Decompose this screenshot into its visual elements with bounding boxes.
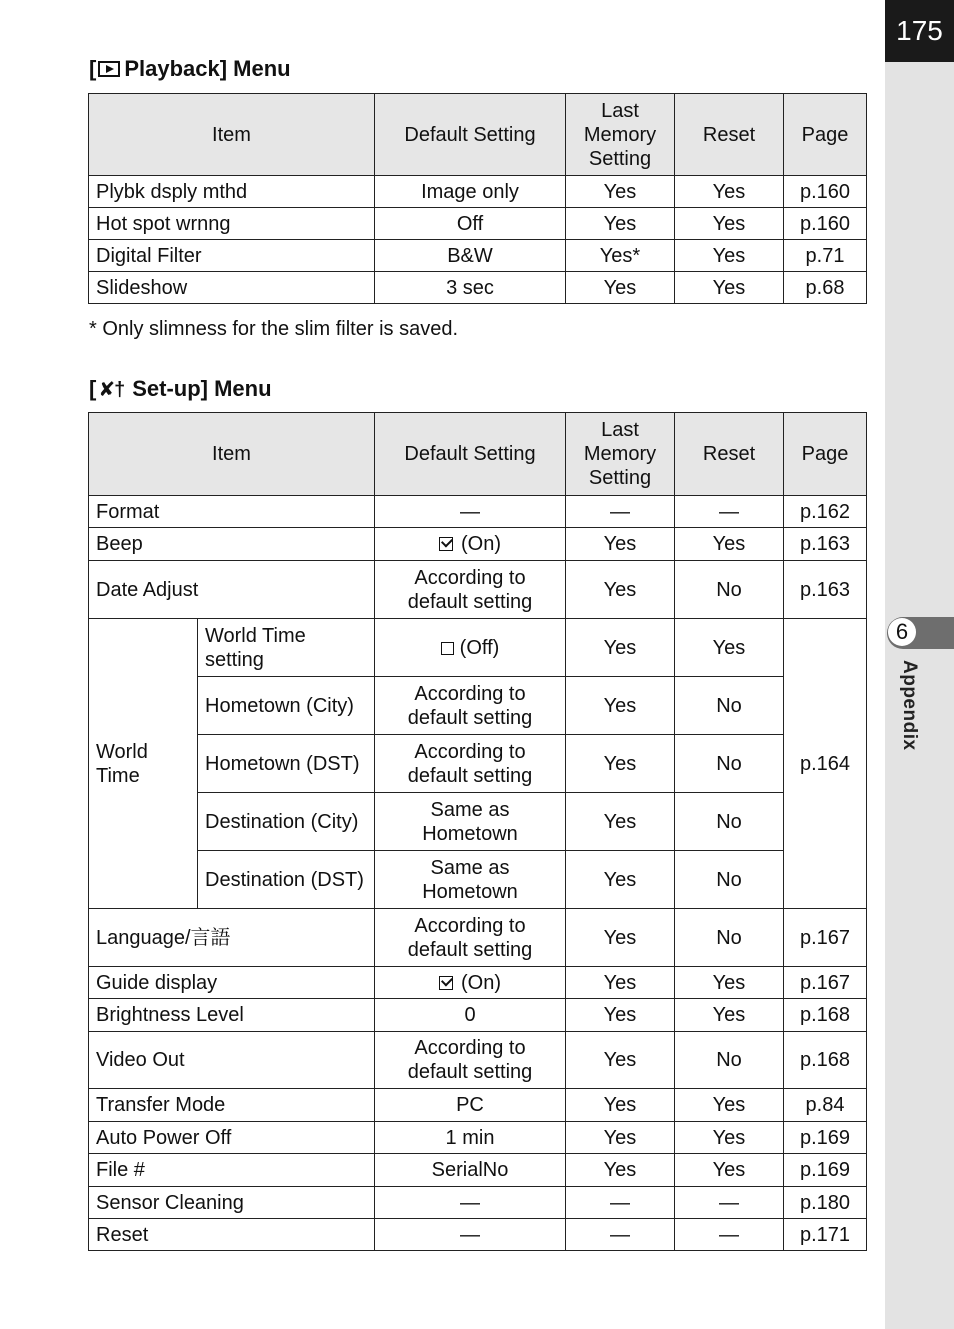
table-row: Format — — — p.162	[89, 496, 867, 528]
table-row: Guide display (On) Yes Yes p.167	[89, 967, 867, 999]
table-row: Slideshow 3 sec Yes Yes p.68	[89, 272, 867, 304]
checkbox-empty-icon	[441, 642, 454, 655]
table-row: Beep (On) Yes Yes p.163	[89, 528, 867, 561]
playback-menu-table	[88, 93, 867, 304]
table-row: Destination (City) Same as Hometown Yes No	[89, 793, 867, 851]
checkbox-checked-icon	[439, 537, 453, 551]
setup-menu-title: [ ✘† Set-up] Menu	[89, 376, 272, 401]
table-row: Destination (DST) Same as Hometown Yes No	[89, 851, 867, 909]
chapter-number: 6	[888, 618, 916, 646]
header-default: Default Setting	[375, 94, 566, 176]
header-reset: Reset	[675, 94, 784, 176]
table-row: Hot spot wrnng Off Yes Yes p.160	[89, 208, 867, 240]
table-row: Video Out According to default setting Yes No p.168	[89, 1032, 867, 1089]
header-last-memory: Last Memory Setting	[566, 94, 675, 176]
table-row: Language/言語 According to default setting Yes No p.167	[89, 909, 867, 967]
header-reset: Reset	[675, 413, 784, 496]
wrench-icon: ✘†	[98, 378, 125, 401]
table-row: Brightness Level 0 Yes Yes p.168	[89, 999, 867, 1032]
header-item: Item	[89, 94, 375, 176]
table-row: Hometown (DST) According to default setting Yes No	[89, 735, 867, 793]
playback-icon	[98, 61, 120, 77]
table-row: Digital Filter B&W Yes* Yes p.71	[89, 240, 867, 272]
table-row: File # SerialNo Yes Yes p.169	[89, 1154, 867, 1187]
table-row: Plybk dsply mthd Image only Yes Yes p.160	[89, 176, 867, 208]
table-row: Date Adjust According to default setting Yes No p.163	[89, 561, 867, 619]
table-row: Hometown (City) According to default setting Yes No	[89, 677, 867, 735]
footnote: * Only slimness for the slim filter is saved.	[89, 318, 458, 340]
table-row: Auto Power Off 1 min Yes Yes p.169	[89, 1122, 867, 1154]
page-number: 175	[885, 0, 954, 62]
world-time-label: World Time	[89, 619, 198, 909]
playback-menu-title: [ Playback] Menu	[89, 56, 291, 81]
table-row: Sensor Cleaning — — — p.180	[89, 1187, 867, 1219]
header-page: Page	[784, 94, 867, 176]
world-time-page: p.164	[784, 619, 867, 909]
checkbox-checked-icon	[439, 976, 453, 990]
table-header-row	[89, 94, 867, 176]
table-row: Transfer Mode PC Yes Yes p.84	[89, 1089, 867, 1122]
table-row: Reset — — — p.171	[89, 1219, 867, 1251]
header-last-memory: Last Memory Setting	[566, 413, 675, 496]
header-default: Default Setting	[375, 413, 566, 496]
table-header-row	[89, 413, 867, 496]
header-page: Page	[784, 413, 867, 496]
header-item: Item	[89, 413, 375, 496]
table-row: World Time World Time setting (Off) Yes Yes p.164	[89, 619, 867, 677]
setup-menu-table	[88, 412, 867, 1251]
chapter-label: Appendix	[899, 660, 920, 751]
